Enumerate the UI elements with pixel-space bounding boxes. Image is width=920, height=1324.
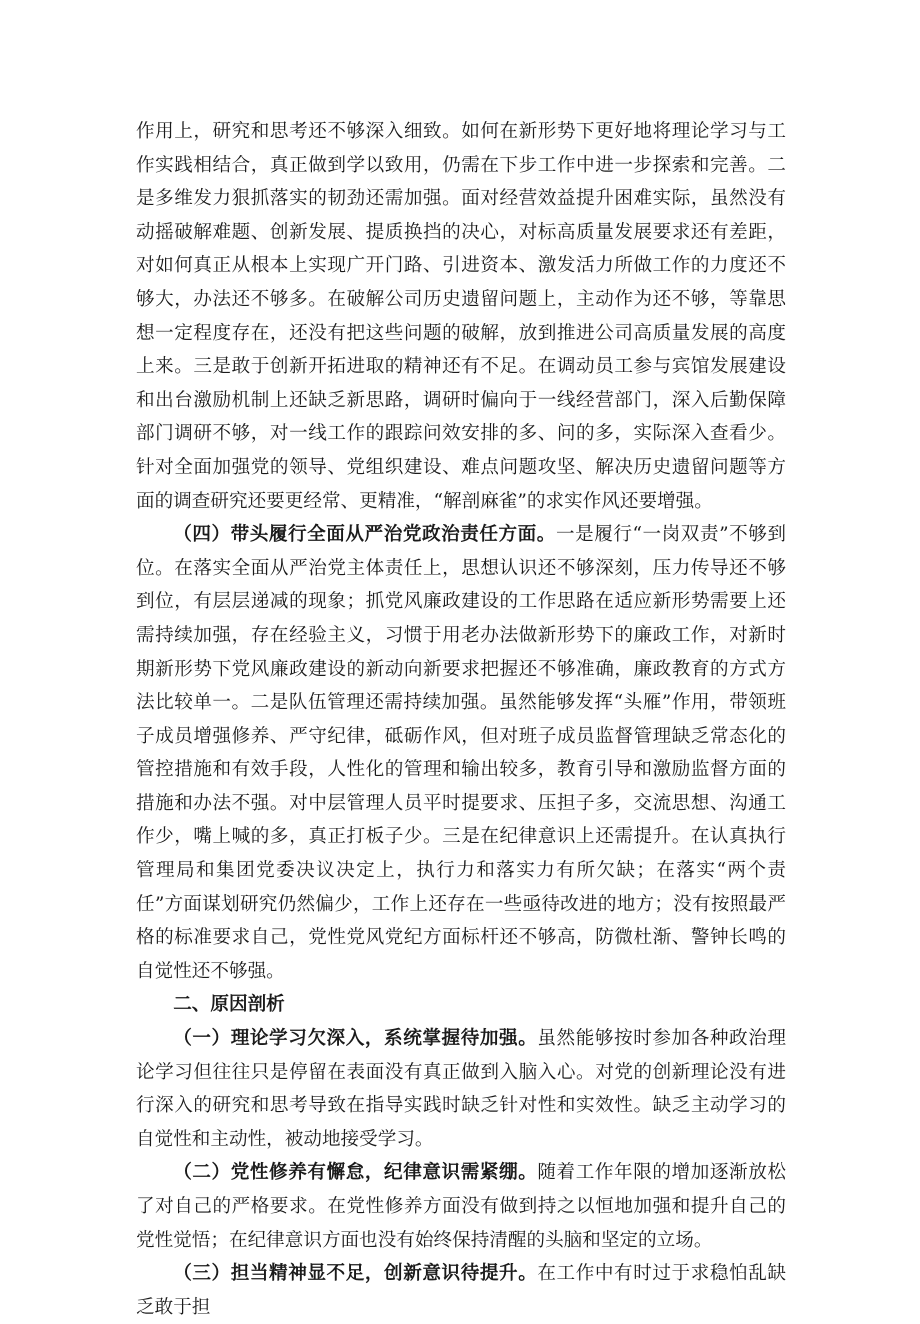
paragraph-lead: （一）理论学习欠深入，系统掌握待加强。 (173, 1028, 538, 1050)
document-body (136, 115, 786, 1324)
paragraph-text: 一是履行“一岗双责”不够到位。在落实全面从严治党主体责任上，思想认识还不够深刻，压力传导还不够到位，有层层递减的现象；抓党风廉政建设的工作思路在适应新形势需要上还需持续加强，存在经验主义，习惯于用老办法做新形势下的廉政工作，对新时期新形势下党风廉政建设的新动向新要求把握还不够准确，廉政教育的方式方法比较单一。二是队伍管理还需持续加强。虽然能够发挥“头雁”作用，带领班子成员增强修养、严守纪律，砥砺作风，但对班子成员监督管理缺乏常态化的管控措施和有效手段，人性化的管理和输出较多，教育引导和激励监督方面的措施和办法不强。对中层管理人员平时提要求、压担子多，交流思想、沟通工作少，嘴上喊的多，真正打板子少。三是在纪律意识上还需提升。在认真执行管理局和集团党委决议决定上，执行力和落实力有所欠缺；在落实“两个责任”方面谋划研究仍然偏少，工作上还存在一些亟待改进的地方；没有按照最严格的标准要求自己，党性党风党纪方面标杆还不够高，防微杜渐、警钟长鸣的自觉性还不够强。 (136, 524, 786, 982)
paragraph-cause-one (136, 1022, 786, 1156)
section-heading: 二、原因剖析 (173, 994, 285, 1016)
paragraph-lead: （四）带头履行全面从严治党政治责任方面。 (173, 524, 556, 546)
paragraph-cause-three (136, 1257, 786, 1324)
paragraph-lead: （二）党性修养有懈怠，纪律意识需紧绷。 (173, 1162, 538, 1184)
paragraph-cause-two (136, 1156, 786, 1257)
paragraph-text: 随着工作年限的增加逐渐放松了对自己的严格要求。在党性修养方面没有做到持之以恒地加强和提升自己的党性觉悟；在纪律意识方面也没有始终保持清醒的头脑和坚定的立场。 (136, 1162, 786, 1251)
paragraph-continuation (136, 115, 786, 518)
paragraph-section-four (136, 518, 786, 988)
paragraph-text: 在工作中有时过于求稳怕乱缺乏敢于担 (136, 1263, 786, 1318)
paragraph-text: 作用上，研究和思考还不够深入细致。如何在新形势下更好地将理论学习与工作实践相结合，真正做到学以致用，仍需在下步工作中进一步探索和完善。二是多维发力狠抓落实的韧劲还需加强。面对经营效益提升困难实际，虽然没有动摇破解难题、创新发展、提质换挡的决心，对标高质量发展要求还有差距，对如何真正从根本上实现广开门路、引进资本、激发活力所做工作的力度还不够大，办法还不够多。在破解公司历史遗留问题上，主动作为还不够，等靠思想一定程度存在，还没有把这些问题的破解，放到推进公司高质量发展的高度上来。三是敢于创新开拓进取的精神还有不足。在调动员工参与宾馆发展建设和出台激励机制上还缺乏新思路，调研时偏向于一线经营部门，深入后勤保障部门调研不够，对一线工作的跟踪问效安排的多、问的多，实际深入查看少。针对全面加强党的领导、党组织建设、难点问题攻坚、解决历史遗留问题等方面的调查研究还要更经常、更精准，“解剖麻雀”的求实作风还要增强。 (136, 121, 786, 512)
paragraph-text: 虽然能够按时参加各种政治理论学习但往往只是停留在表面没有真正做到入脑入心。对党的创新理论没有进行深入的研究和思考导致在指导实践时缺乏针对性和实效性。缺乏主动学习的自觉性和主动性，被动地接受学习。 (136, 1028, 786, 1150)
paragraph-lead: （三）担当精神显不足，创新意识待提升。 (173, 1263, 538, 1285)
